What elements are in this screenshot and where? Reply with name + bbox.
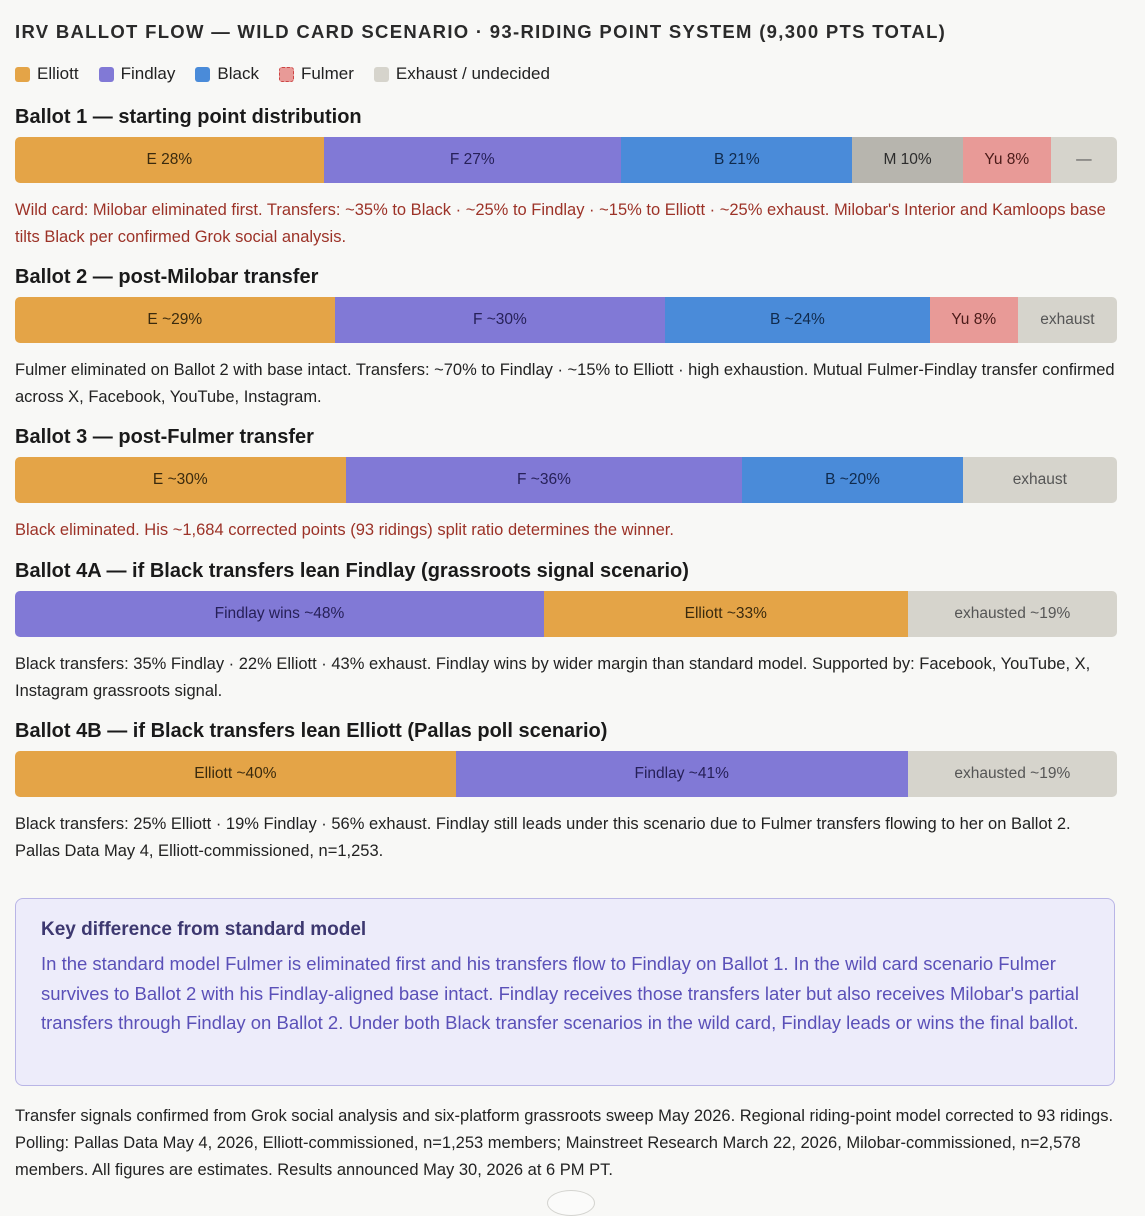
ballot-1-title: Ballot 1 — starting point distribution: [15, 106, 362, 128]
ballot-5-segment-exhaust: [908, 751, 1117, 797]
ballot-1-note: Wild card: Milobar eliminated first. Transfers: ~35% to Black · ~25% to Findlay · ~15% to Elliott · ~25% exhaust. Milobar's Interior and Kamloops base tilts Black per confirmed Grok social analysis.: [15, 201, 1106, 246]
legend-swatch-fulmer: [279, 67, 294, 82]
ballot-3-segment-label: B ~20%: [825, 471, 880, 488]
ballot-4-segment-findlay: [15, 591, 544, 637]
legend-item-fulmer: [279, 64, 354, 84]
legend-item-findlay: [99, 64, 176, 84]
ballot-2-segment-label: B ~24%: [770, 311, 825, 328]
ballot-2-segment-label: Yu 8%: [951, 311, 997, 328]
legend-swatch-findlay: [99, 67, 114, 82]
ballot-1-segment-milobar: [852, 137, 962, 183]
ballot-4b-note: Black transfers: 25% Elliott · 19% Findlay · 56% exhaust. Findlay still leads under this scenario due to Fulmer transfers flowing to her on Ballot 2. Pallas Data May 4, Elliott-commissioned, n=1,253.: [15, 815, 1071, 860]
ballot-4a-bar: [15, 591, 1117, 637]
ballot-1-segment-exhaust: [1051, 137, 1117, 183]
scroll-handle[interactable]: [547, 1190, 595, 1216]
ballot-3-segment-label: exhaust: [1012, 471, 1067, 488]
legend-label-elliott: Elliott: [37, 64, 79, 83]
legend-swatch-elliott: [15, 67, 30, 82]
key-difference-box: [15, 898, 1115, 1086]
ballot-2-segment-black: [665, 297, 929, 343]
ballot-3-segment-elliott: [15, 457, 346, 503]
ballot-1-segment-label: F 27%: [449, 151, 495, 168]
key-difference-title: Key difference from standard model: [41, 919, 367, 940]
ballot-2-segment-label: exhaust: [1040, 311, 1095, 328]
footer-note: Transfer signals confirmed from Grok social analysis and six-platform grassroots sweep May 2026. Regional riding-point model corrected to 93 ridings. Polling: Pallas Data May 4, 2026, Elliott-commissioned, n=1,253 members; Mainstreet Research March 22, 2026, Milobar-commissioned, n=2,578 members. All figures are estimates. Results announced May 30, 2026 at 6 PM PT.: [15, 1107, 1114, 1179]
ballot-2-bar: [15, 297, 1117, 343]
ballot-4-segment-exhaust: [908, 591, 1117, 637]
ballot-5-segment-elliott: [15, 751, 456, 797]
ballot-5-segment-label: Elliott ~40%: [194, 765, 277, 782]
legend-item-black: [195, 64, 259, 84]
legend-label-fulmer: Fulmer: [300, 64, 354, 83]
ballot-2-segment-findlay: [335, 297, 666, 343]
ballot-3-segment-exhaust: [963, 457, 1117, 503]
ballot-3-segment-findlay: [346, 457, 743, 503]
ballot-1-segment-elliott: [15, 137, 324, 183]
key-difference-text: In the standard model Fulmer is eliminated first and his transfers flow to Findlay on Ballot 1. In the wild card scenario Fulmer survives to Ballot 2 with his Findlay-aligned base intact. Findlay receives those transfers later but also receives Milobar's partial transfers through Findlay on Ballot 2. Under both Black transfer scenarios in the wild card, Findlay leads or wins the final ballot.: [41, 953, 1079, 1033]
ballot-4-segment-label: exhausted ~19%: [954, 605, 1071, 622]
ballot-4-segment-label: Elliott ~33%: [684, 605, 767, 622]
ballot-1-segment-fulmer: [963, 137, 1051, 183]
legend-label-findlay: Findlay: [120, 64, 176, 83]
ballot-1-segment-label: M 10%: [883, 151, 932, 168]
ballot-4b-title: Ballot 4B — if Black transfers lean Elliott (Pallas poll scenario): [15, 720, 608, 742]
ballot-2-segment-fulmer: [930, 297, 1018, 343]
legend-item-elliott: [15, 64, 79, 84]
ballot-5-segment-label: Findlay ~41%: [634, 765, 729, 782]
legend-swatch-black: [195, 67, 210, 82]
ballot-5-segment-label: exhausted ~19%: [954, 765, 1071, 782]
ballot-4b-bar: [15, 751, 1117, 797]
legend-item-exhaust: [374, 64, 550, 84]
ballot-1-segment-label: Yu 8%: [984, 151, 1030, 168]
ballot-3-title: Ballot 3 — post-Fulmer transfer: [15, 426, 314, 448]
legend-label-black: Black: [217, 64, 259, 83]
ballot-4a-note: Black transfers: 35% Findlay · 22% Elliott · 43% exhaust. Findlay wins by wider margin than standard model. Supported by: Facebook, YouTube, X, Instagram grassroots signal.: [15, 655, 1091, 700]
legend: [15, 62, 570, 86]
ballot-1-segment-black: [621, 137, 852, 183]
ballot-1-segment-label: E 28%: [146, 151, 193, 168]
ballot-4a-title: Ballot 4A — if Black transfers lean Findlay (grassroots signal scenario): [15, 560, 689, 582]
ballot-4-segment-label: Findlay wins ~48%: [214, 605, 345, 622]
ballot-2-note: Fulmer eliminated on Ballot 2 with base intact. Transfers: ~70% to Findlay · ~15% to Elliott · high exhaustion. Mutual Fulmer-Findlay transfer confirmed across X, Facebook, YouTube, Instagram.: [15, 361, 1115, 406]
ballot-5-segment-findlay: [456, 751, 908, 797]
legend-swatch-exhaust: [374, 67, 389, 82]
ballot-1-segment-label: B 21%: [713, 151, 760, 168]
ballot-3-bar: [15, 457, 1117, 503]
ballot-2-segment-label: F ~30%: [472, 311, 527, 328]
ballot-1-bar: [15, 137, 1117, 183]
ballot-2-segment-exhaust: [1018, 297, 1117, 343]
ballot-1-segment-findlay: [324, 137, 622, 183]
legend-label-exhaust: Exhaust / undecided: [395, 64, 550, 83]
ballot-1-segment-label: —: [1076, 151, 1092, 168]
ballot-2-segment-label: E ~29%: [147, 311, 203, 328]
ballot-3-segment-label: E ~30%: [152, 471, 208, 488]
page-title: IRV BALLOT FLOW — WILD CARD SCENARIO · 93-RIDING POINT SYSTEM (9,300 PTS TOTAL): [15, 21, 947, 42]
ballot-3-note: Black eliminated. His ~1,684 corrected points (93 ridings) split ratio determines the winner.: [15, 521, 674, 539]
ballot-3-segment-label: F ~36%: [517, 471, 571, 488]
ballot-2-segment-elliott: [15, 297, 335, 343]
ballot-2-title: Ballot 2 — post-Milobar transfer: [15, 266, 319, 288]
ballot-3-segment-black: [742, 457, 962, 503]
ballot-4-segment-elliott: [544, 591, 908, 637]
